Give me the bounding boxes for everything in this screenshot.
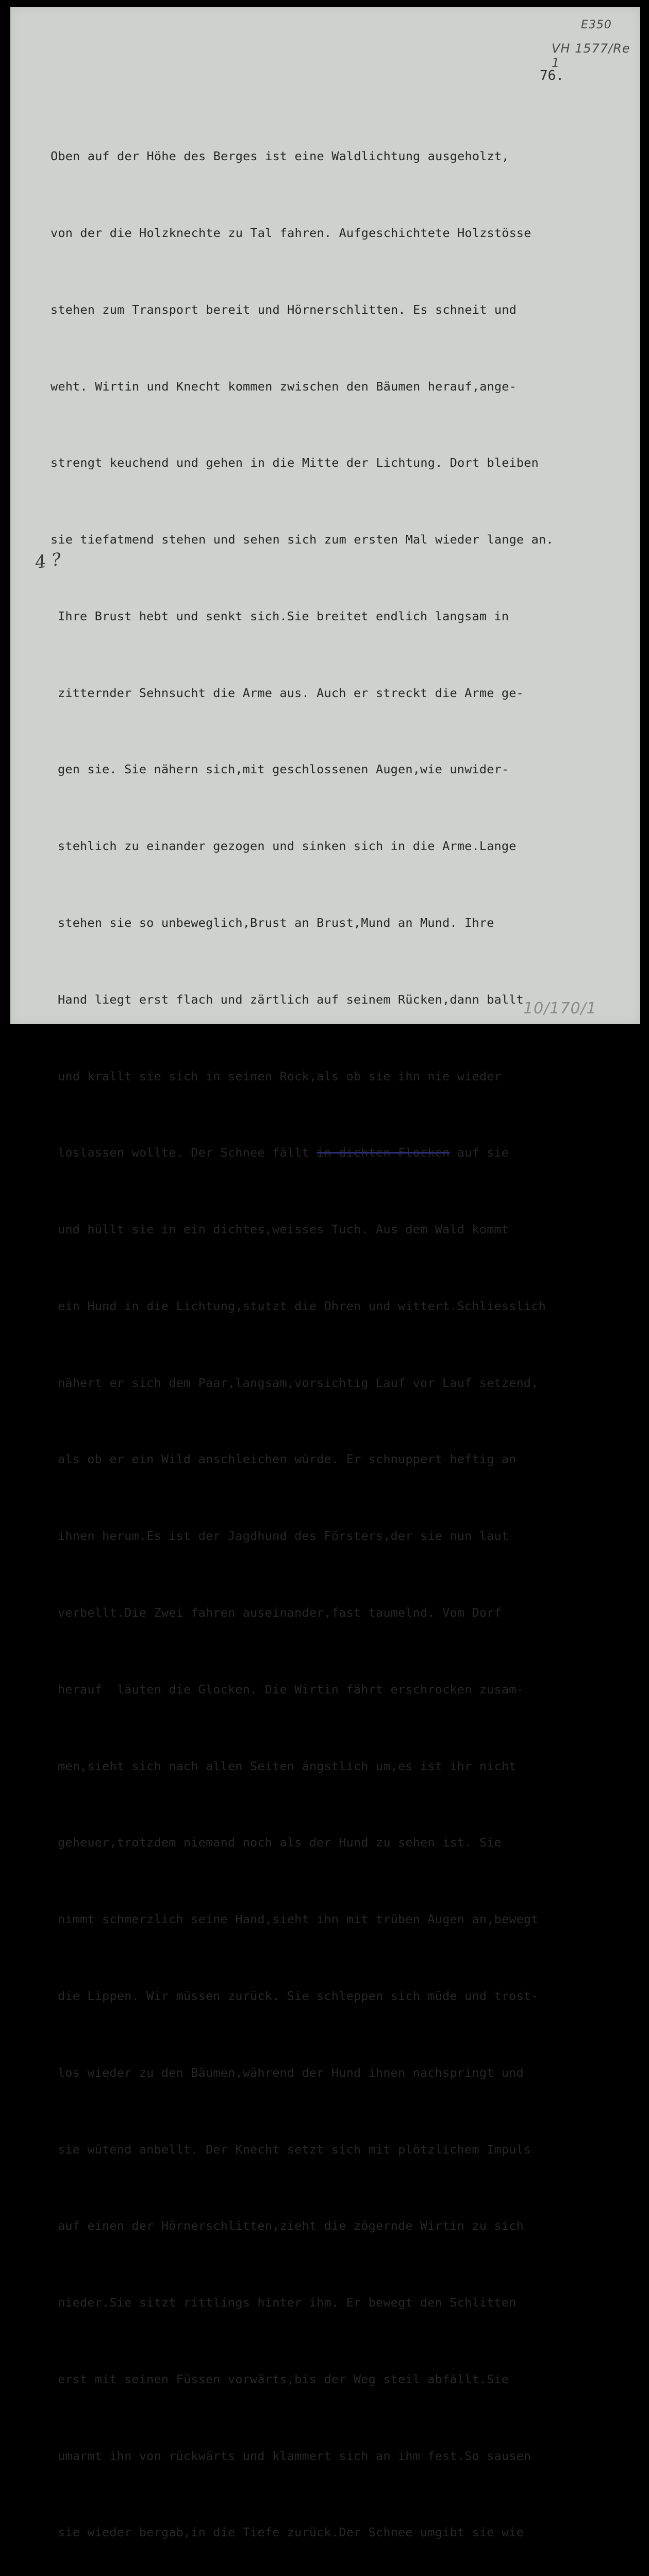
text-segment: auf sie	[450, 1145, 509, 1160]
text-line: stehen zum Transport bereit und Hörnerschlitten. Es schneit und	[51, 302, 517, 317]
text-line: und hüllt sie in ein dichtes,weisses Tuch. Aus dem Wald kommt	[58, 1222, 509, 1237]
handwritten-margin-note: 4 ?	[34, 549, 63, 573]
text-line-with-bracket	[51, 1447, 628, 1472]
archive-reference-top: E350	[581, 19, 612, 31]
text-line: stehlich zu einander gezogen und sinken sich in die Arme.Lange	[58, 839, 517, 854]
bracketed-text: Er schnuppert heftig an	[346, 1452, 517, 1467]
text-line: sie wütend anbellt. Der Knecht setzt sich mit plötzlichem Impuls	[58, 2142, 531, 2157]
text-line: von der die Holzknechte zu Tal fahren. Aufgeschichtete Holzstösse	[51, 225, 531, 240]
text-line: weht. Wirtin und Knecht kommen zwischen den Bäumen herauf,angе-	[51, 379, 517, 394]
text-line: verbellt.Die Zwei fahren auseinander,fast taumelnd. Vom Dorf	[58, 1605, 502, 1620]
typed-text-body	[51, 93, 628, 2576]
text-line-with-bracket	[51, 1523, 628, 1549]
text-line: zitternder Sehnsucht die Arme aus. Auch er streckt die Arme ge-	[58, 685, 524, 700]
text-line: Ihre Brust hebt und senkt sich.Sie breitet endlich langsam in	[58, 608, 509, 623]
text-line: Hand liegt erst flach und zärtlich auf seinem Rücken,dann ballt	[58, 992, 524, 1007]
text-line: strengt keuchend und gehen in die Mitte der Lichtung. Dort bleiben	[51, 455, 539, 470]
text-line: sie tiefatmend stehen und sehen sich zum ersten Mal wieder lange an.	[51, 532, 554, 547]
text-line: umarmt ihn von rückwärts und klammert sich an ihm fest.So sausen	[58, 2448, 531, 2463]
archive-reference-signature: VH 1577/Re 1	[552, 41, 630, 70]
text-line: die Lippen. Wir müssen zurück. Sie schleppen sich müde und trost-	[58, 1988, 539, 2003]
text-line: Oben auf der Höhe des Berges ist eine Waldlichtung ausgeholzt,	[51, 149, 509, 164]
page-number: 76.	[540, 68, 564, 83]
struck-out-phrase: in dichten Flocken	[317, 1145, 450, 1160]
text-line: nähert er sich dem Paar,langsam,vorsichtig Lauf vor Lauf setzend,	[58, 1375, 539, 1390]
bracketed-text: Es ist der Jagdhund des Försters,der sie nun laut	[146, 1529, 509, 1544]
text-segment: loslassen wollte. Der Schnee fällt	[58, 1145, 309, 1160]
text-line: men,sieht sich nach allen Seiten ängstlich um,es ist ihr nicht	[58, 1758, 517, 1773]
text-line: los wieder zu den Bäumen,während der Hund ihnen nachspringt und	[58, 2065, 524, 2080]
text-line: auf einen der Hörnerschlitten,zieht die zögernde Wirtin zu sich	[58, 2218, 524, 2233]
text-segment: ihnen herum.	[58, 1529, 147, 1544]
text-line: herauf läuten die Glocken. Die Wirtin fährt erschrocken zusam-	[58, 1682, 524, 1697]
text-line: ein Hund in die Lichtung,stutzt die Ohren und wittert.Schliesslich	[58, 1298, 546, 1313]
text-line: nieder.Sie sitzt rittlings hinter ihm. Er bewegt den Schlitten	[58, 2295, 517, 2310]
text-line: sie wieder bergab,in die Tiefe zurück.Der Schnee umgibt sie wie	[58, 2525, 524, 2540]
archive-reference-bottom: 10/170/1	[523, 999, 597, 1018]
text-line: stehen sie so unbeweglich,Brust an Brust,Mund an Mund. Ihre	[58, 916, 494, 930]
text-segment: als ob er ein Wild anschleichen würde.	[58, 1452, 339, 1467]
text-line-with-strikeout	[51, 1140, 628, 1166]
document-page	[10, 7, 640, 2540]
text-line: geheuer,trotzdem niemand noch als der Hund zu sehen ist. Sie	[58, 1835, 502, 1850]
text-line: nimmt schmerzlich seine Hand,sieht ihn mit trüben Augen an,bewegt	[58, 1912, 539, 1927]
text-line: erst mit seinen Füssen vorwärts,bis der Weg steil abfällt.Sie	[58, 2371, 509, 2386]
text-line: gen sie. Sie nähern sich,mit geschlossenen Augen,wie unwider-	[58, 762, 509, 777]
text-line: und krallt sie sich in seinen Rock,als ob sie ihn nie wieder	[58, 1069, 502, 1083]
